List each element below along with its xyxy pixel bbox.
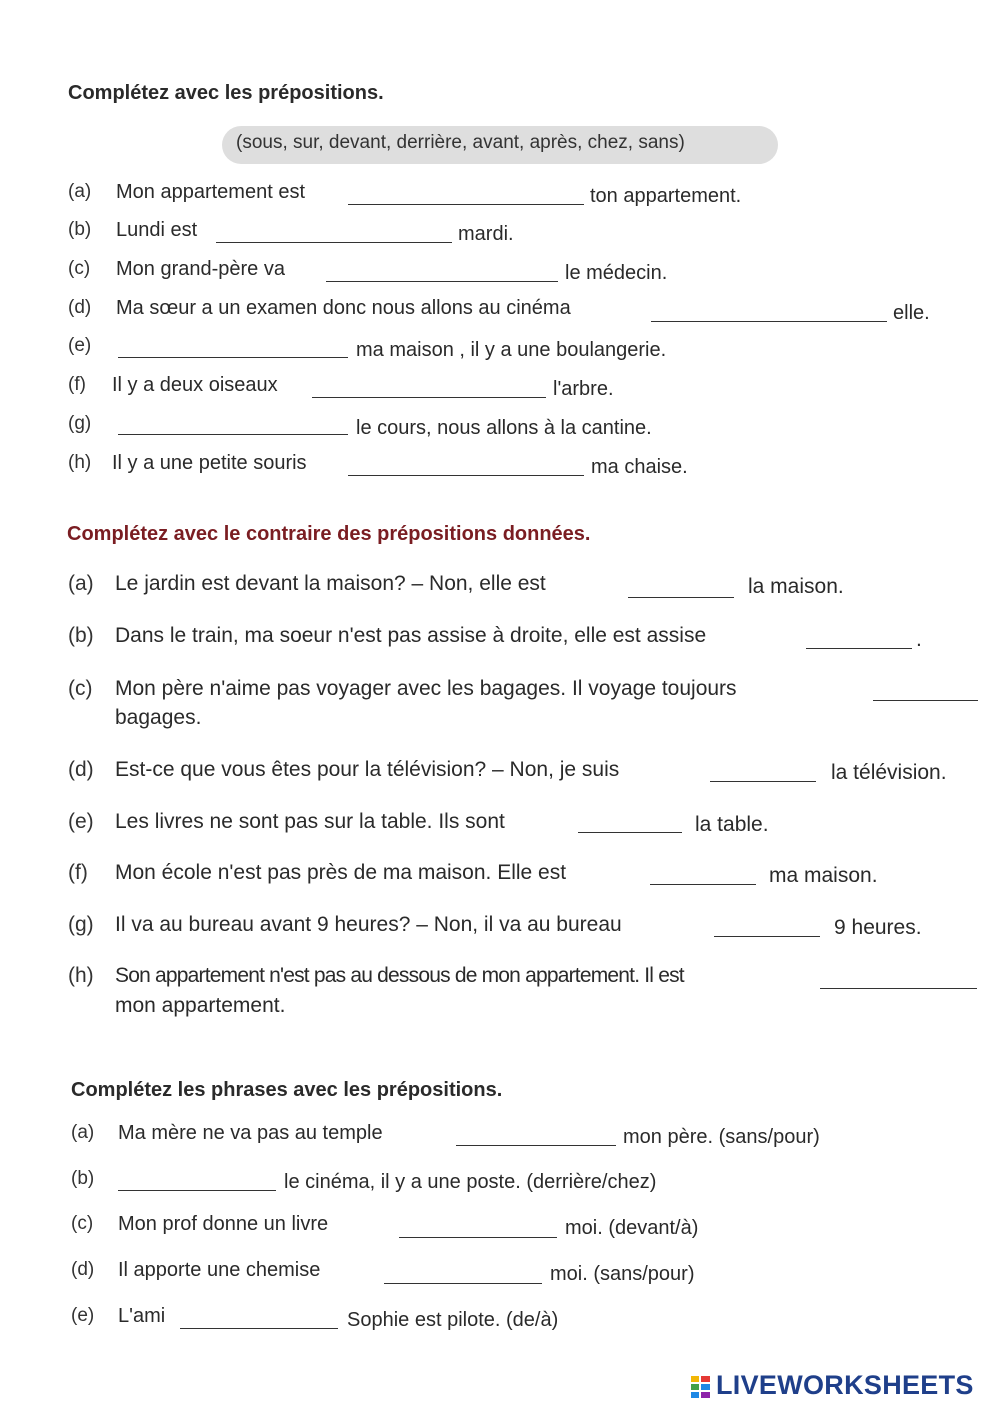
s2-blank-d[interactable] (710, 781, 816, 782)
s1-item-text-before: Mon grand-père va (116, 258, 285, 280)
s3-item-label: (d) (71, 1259, 95, 1280)
liveworksheets-logo (690, 1370, 990, 1406)
s2-blank-b[interactable] (806, 648, 912, 649)
s2-item-text-after: ma maison. (769, 864, 878, 887)
s3-item-text-after: Sophie est pilote. (de/à) (347, 1309, 559, 1331)
s2-blank-e[interactable] (578, 832, 682, 833)
section3-title: Complétez les phrases avec les prépositions. (71, 1079, 503, 1101)
s1-blank-d[interactable] (651, 321, 887, 322)
s3-item-label: (e) (71, 1305, 95, 1326)
s2-blank-f[interactable] (650, 884, 756, 885)
s3-blank-e[interactable] (180, 1328, 338, 1329)
s3-blank-a[interactable] (456, 1145, 616, 1146)
s3-item-label: (b) (71, 1168, 95, 1189)
s1-item-label: (e) (68, 335, 92, 356)
s2-item-label: (c) (68, 677, 93, 700)
s1-item-text-after: mardi. (458, 223, 514, 245)
s1-item-text-after: ma chaise. (591, 456, 688, 478)
s2-item-text-before: Mon école n'est pas près de ma maison. Elle est (115, 861, 567, 884)
s1-item-text-after: l'arbre. (553, 378, 614, 400)
s3-item-text-before: L'ami (118, 1305, 166, 1327)
s2-item-text-before: Son appartement n'est pas au dessous de mon appartement. Il est (115, 964, 684, 987)
s3-item-text-before: Ma mère ne va pas au temple (118, 1122, 383, 1144)
s2-item-text-before: Dans le train, ma soeur n'est pas assise à droite, elle est assise (115, 624, 707, 647)
s3-blank-d[interactable] (384, 1283, 542, 1284)
s2-blank-h[interactable] (820, 988, 977, 989)
s2-item-text-before: Il va au bureau avant 9 heures? – Non, il va au bureau (115, 913, 622, 936)
s3-item-text-before: Il apporte une chemise (118, 1259, 321, 1281)
s2-item-text-before: Les livres ne sont pas sur la table. Ils sont (115, 810, 505, 833)
s1-item-text-before: Il y a deux oiseaux (112, 374, 278, 396)
s1-item-text-after: le médecin. (565, 262, 668, 284)
s1-blank-b[interactable] (216, 242, 452, 243)
s2-item-label: (d) (68, 758, 94, 781)
s2-item-text-after: bagages. (115, 706, 202, 729)
s2-item-label: (b) (68, 624, 94, 647)
s2-item-label: (f) (68, 861, 88, 884)
s2-item-text-after: la télévision. (831, 761, 947, 784)
s1-blank-e[interactable] (118, 357, 348, 358)
s3-blank-c[interactable] (399, 1237, 557, 1238)
s1-item-label: (f) (68, 374, 86, 395)
s1-item-text-before: Il y a une petite souris (112, 452, 307, 474)
s1-item-label: (g) (68, 413, 92, 434)
s3-item-text-after: moi. (sans/pour) (550, 1263, 695, 1285)
s2-item-text-after: la maison. (748, 575, 844, 598)
s1-item-text-after: ton appartement. (590, 185, 742, 207)
s2-item-text-after: . (916, 628, 922, 651)
s2-item-text-after: mon appartement. (115, 994, 286, 1017)
s2-item-text-before: Mon père n'aime pas voyager avec les bagages. Il voyage toujours (115, 677, 737, 700)
liveworksheets-brand: LIVEWORKSHEETS (716, 1370, 974, 1400)
s2-item-text-before: Le jardin est devant la maison? – Non, elle est (115, 572, 546, 595)
s1-item-text-before: Mon appartement est (116, 181, 305, 203)
word-bank-text: (sous, sur, devant, derrière, avant, après, chez, sans) (236, 132, 685, 153)
s1-item-label: (a) (68, 181, 92, 202)
s1-item-text-after: elle. (893, 302, 930, 324)
s1-blank-f[interactable] (312, 397, 546, 398)
s2-item-text-after: 9 heures. (834, 916, 922, 939)
s2-item-label: (a) (68, 572, 94, 595)
s1-item-label: (c) (68, 258, 91, 279)
s3-item-text-after: mon père. (sans/pour) (623, 1126, 820, 1148)
s2-blank-c[interactable] (873, 700, 978, 701)
s1-blank-c[interactable] (326, 281, 558, 282)
s2-blank-g[interactable] (714, 936, 820, 937)
section1-title: Complétez avec les prépositions. (68, 82, 384, 104)
s1-blank-g[interactable] (118, 434, 348, 435)
s2-item-text-after: la table. (695, 813, 769, 836)
s3-item-text-before: Mon prof donne un livre (118, 1213, 329, 1235)
s3-blank-b[interactable] (118, 1190, 276, 1191)
s1-item-text-before: Ma sœur a un examen donc nous allons au cinéma (116, 297, 571, 319)
s1-item-label: (d) (68, 297, 92, 318)
s3-item-label: (a) (71, 1122, 95, 1143)
s2-blank-a[interactable] (628, 597, 734, 598)
s2-item-label: (e) (68, 810, 94, 833)
s3-item-text-after: moi. (devant/à) (565, 1217, 699, 1239)
s1-blank-a[interactable] (348, 204, 584, 205)
s1-blank-h[interactable] (348, 475, 584, 476)
section2-title: Complétez avec le contraire des prépositions données. (67, 523, 591, 545)
s2-item-label: (h) (68, 964, 94, 987)
s1-item-label: (b) (68, 219, 92, 240)
s1-item-text-after: le cours, nous allons à la cantine. (356, 417, 652, 439)
word-bank (222, 126, 778, 164)
s3-item-text-after: le cinéma, il y a une poste. (derrière/chez) (284, 1171, 657, 1193)
s2-item-label: (g) (68, 913, 94, 936)
s1-item-label: (h) (68, 452, 92, 473)
s1-item-text-after: ma maison , il y a une boulangerie. (356, 339, 667, 361)
s1-item-text-before: Lundi est (116, 219, 198, 241)
s3-item-label: (c) (71, 1213, 94, 1234)
s2-item-text-before: Est-ce que vous êtes pour la télévision? – Non, je suis (115, 758, 620, 781)
liveworksheets-logo-icon (690, 1374, 712, 1400)
